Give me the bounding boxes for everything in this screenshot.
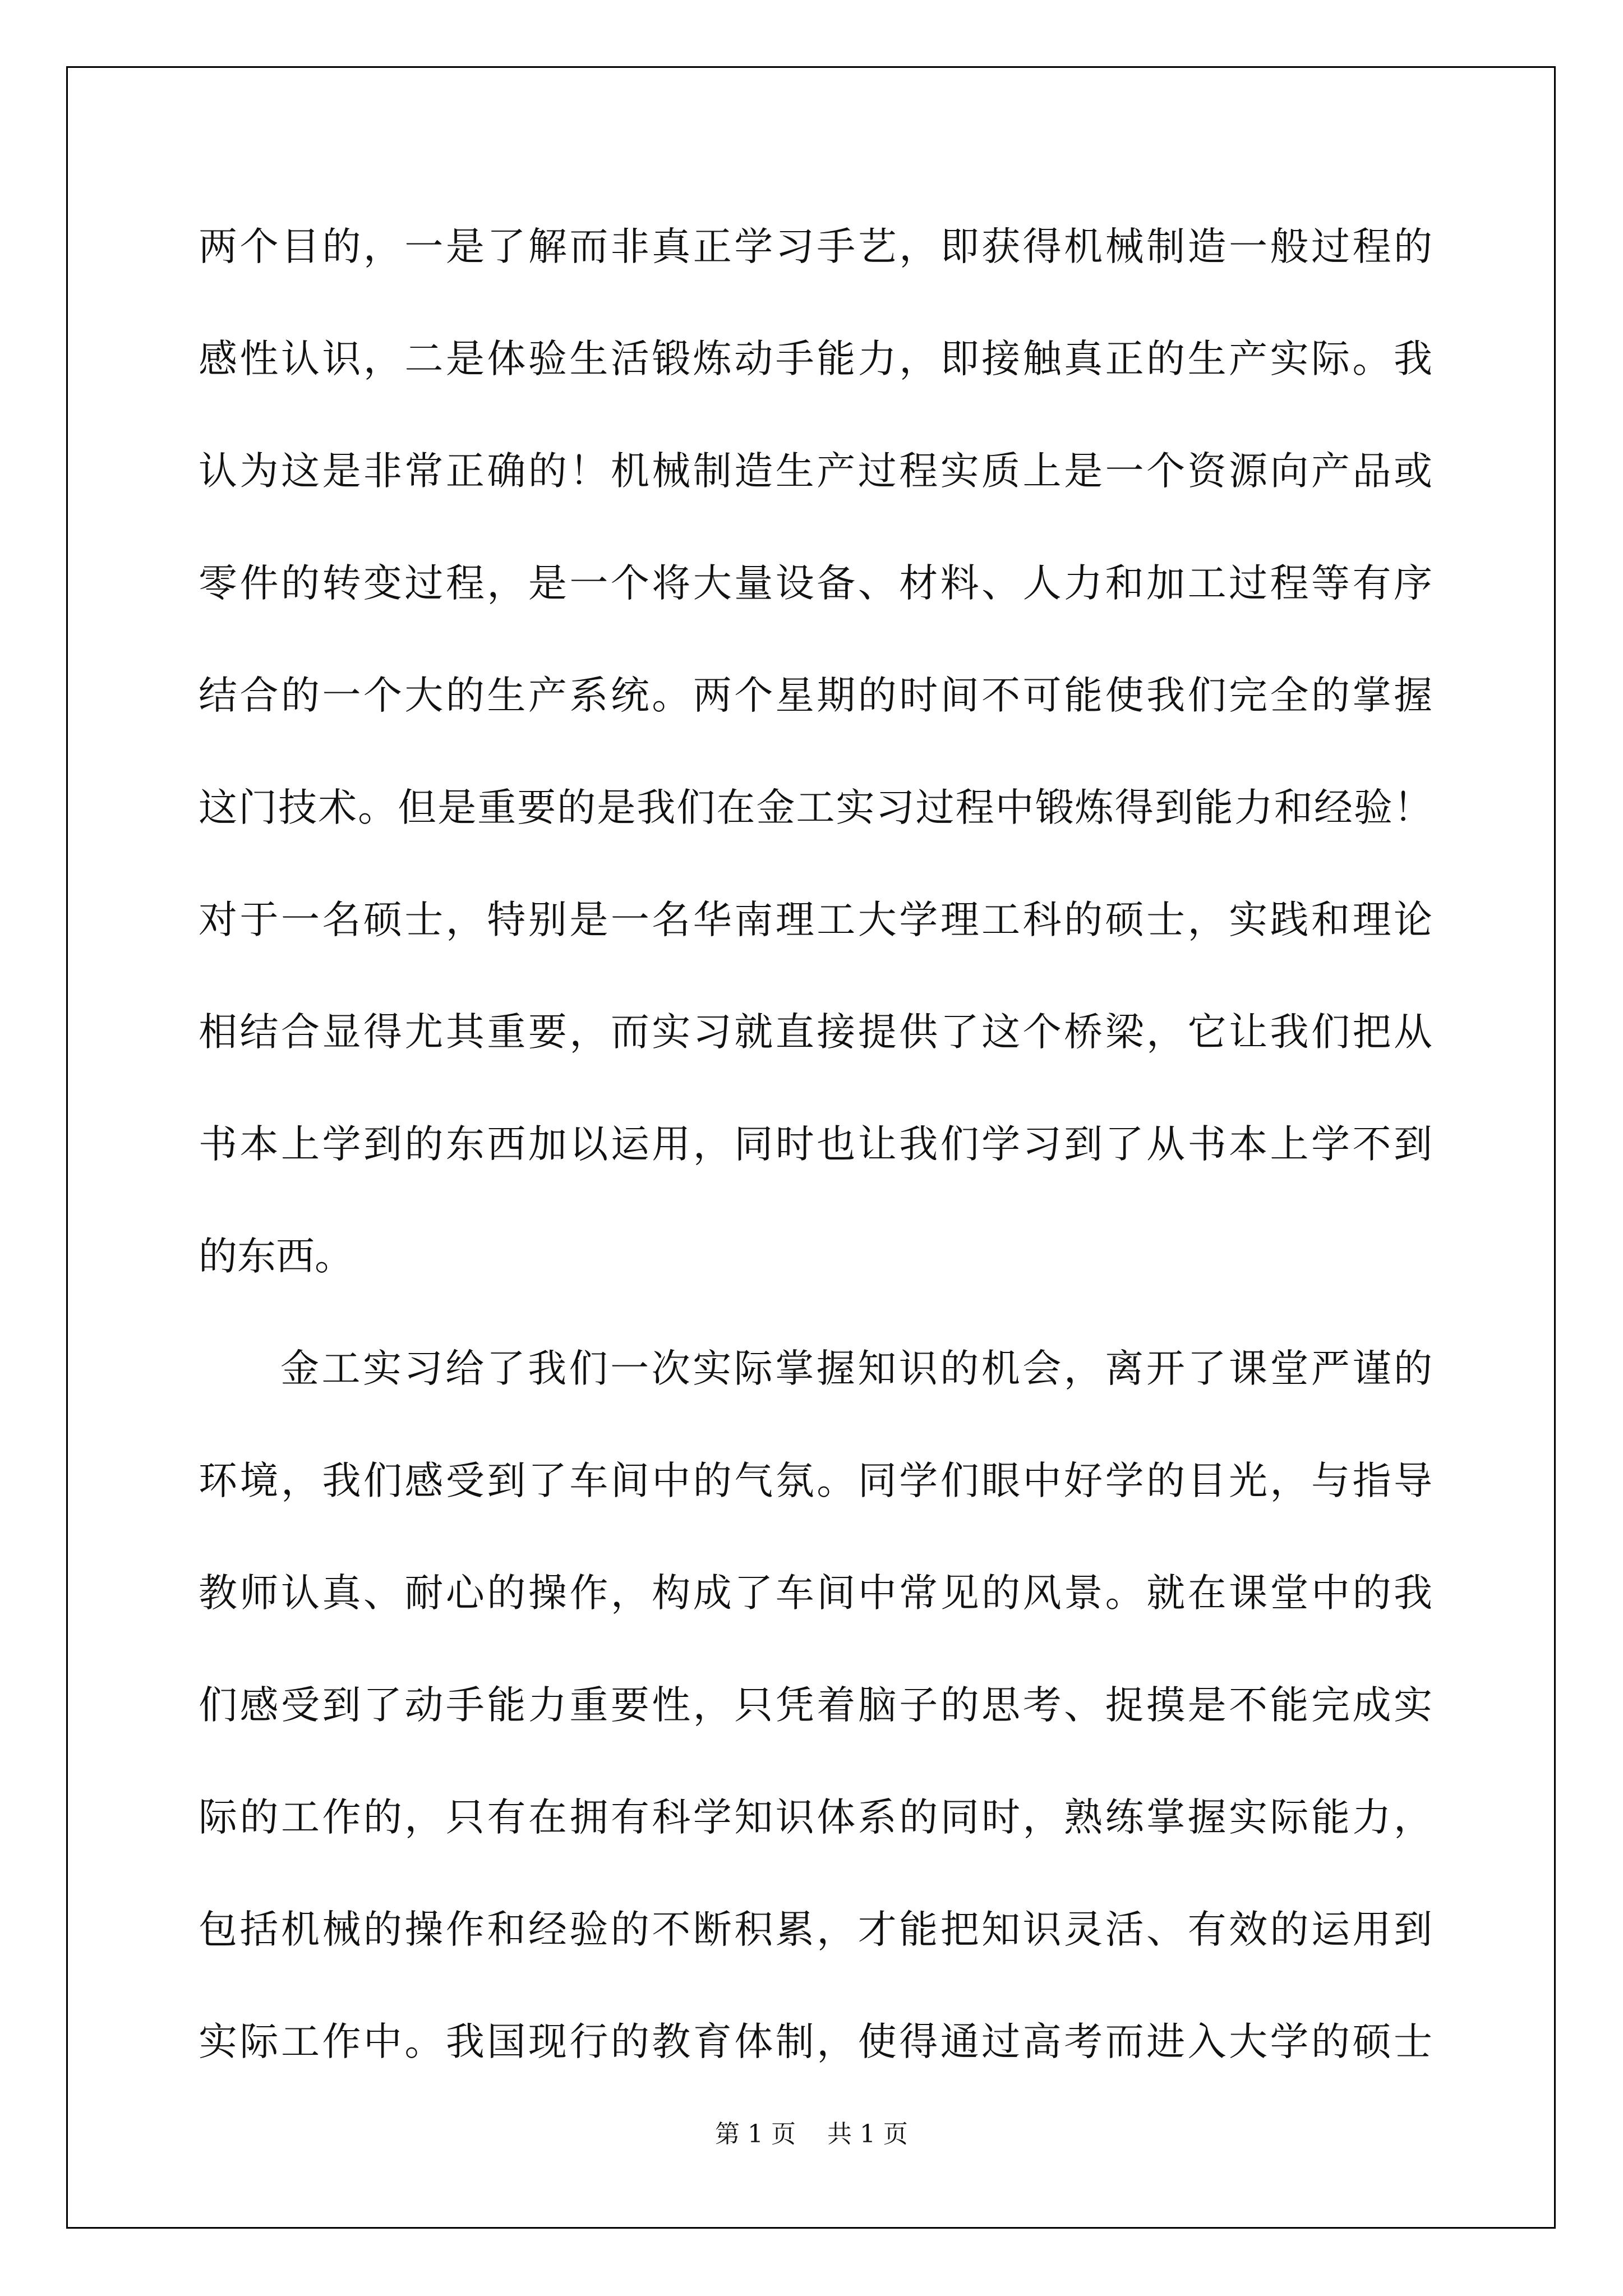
paragraph-2-line-5: 际的工作的，只有在拥有科学知识体系的同时，熟练掌握实际能力，	[199, 1795, 1432, 1840]
paragraph-2-line-3: 教师认真、耐心的操作，构成了车间中常见的风景。就在课堂中的我	[199, 1571, 1432, 1616]
paragraph-2-line-4: 们感受到了动手能力重要性，只凭着脑子的思考、捉摸是不能完成实	[199, 1683, 1432, 1728]
paragraph-1-line-7: 对于一名硕士，特别是一名华南理工大学理工科的硕士，实践和理论	[199, 898, 1432, 942]
paragraph-1-line-4: 零件的转变过程，是一个将大量设备、材料、人力和加工过程等有序	[199, 561, 1432, 606]
paragraph-1-line-5: 结合的一个大的生产系统。两个星期的时间不可能使我们完全的掌握	[199, 673, 1432, 718]
paragraph-2-line-6: 包括机械的操作和经验的不断积累，才能把知识灵活、有效的运用到	[199, 1907, 1432, 1952]
paragraph-1-line-1: 两个目的，一是了解而非真正学习手艺，即获得机械制造一般过程的	[199, 224, 1432, 269]
paragraph-1-line-6: 这门技术。但是重要的是我们在金工实习过程中锻炼得到能力和经验！	[199, 785, 1432, 830]
paragraph-1-line-8: 相结合显得尤其重要，而实习就直接提供了这个桥梁，它让我们把从	[199, 1010, 1432, 1055]
paragraph-1-line-10: 的东西。	[199, 1234, 353, 1279]
paragraph-1-line-2: 感性认识，二是体验生活锻炼动手能力，即接触真正的生产实际。我	[199, 337, 1432, 381]
paragraph-1-line-9: 书本上学到的东西加以运用，同时也让我们学习到了从书本上学不到	[199, 1122, 1432, 1167]
paragraph-2-line-1: 金工实习给了我们一次实际掌握知识的机会，离开了课堂严谨的	[280, 1346, 1432, 1391]
paragraph-2-line-7: 实际工作中。我国现行的教育体制，使得通过高考而进入大学的硕士	[199, 2019, 1432, 2064]
page-number-footer: 第 1 页 共 1 页	[715, 2120, 908, 2148]
paragraph-2-line-2: 环境，我们感受到了车间中的气氛。同学们眼中好学的目光，与指导	[199, 1458, 1432, 1503]
paragraph-1-line-3: 认为这是非常正确的！机械制造生产过程实质上是一个资源向产品或	[199, 449, 1432, 494]
